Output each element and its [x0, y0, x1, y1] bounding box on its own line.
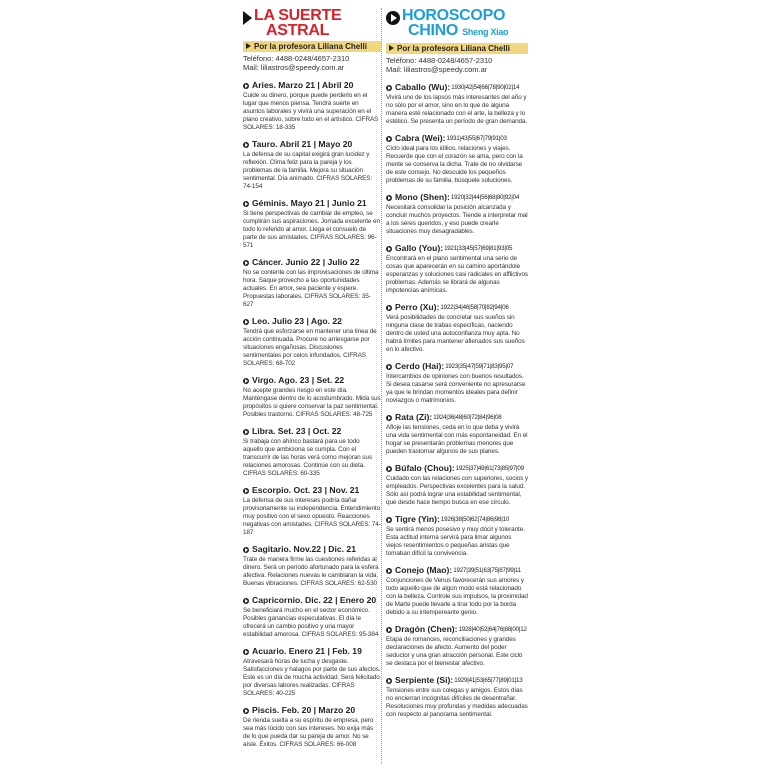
- horoscope-entry: [386, 82, 528, 126]
- bullet-icon: [386, 568, 392, 574]
- horoscope-entry: [386, 514, 528, 558]
- entry-text: Afloje las tensiones, ceda en lo que deba y vivirá una vida sentimental con más espontaneidad. En el hogar se presentarán problemas menores que pueden trastornar algunos de sus planes.: [386, 424, 528, 455]
- sign-years: 1924|36|48|60|72|84|96|08: [433, 414, 502, 421]
- bullet-icon: [386, 517, 392, 523]
- bullet-icon: [386, 678, 392, 684]
- horoscope-entry: [243, 257, 381, 309]
- bullet-icon: [386, 195, 392, 201]
- entry-heading: [386, 82, 528, 93]
- horoscope-entry: [243, 646, 381, 698]
- mail-text: Mail: liliastros@speedy.com.ar: [386, 65, 488, 74]
- entry-text: Tensiones entre sus colegas y amigos. Estos días no encierran incógnitas difíciles de desentrañar. Resoluciones muy profundas y medidas adecuadas con respecto al panorama sentimental.: [386, 687, 528, 718]
- sign-name: Leo. Julio 23 | Ago. 22: [252, 316, 342, 326]
- arrow-icon: [243, 11, 252, 25]
- sign-name: Gallo (You):: [395, 243, 444, 253]
- sign-name: Escorpio. Oct. 23 | Nov. 21: [252, 485, 360, 495]
- western-byline: Por la profesora Liliana Chelli: [243, 41, 381, 52]
- chinese-contact: [386, 56, 528, 74]
- horoscope-entry: [386, 675, 528, 719]
- entry-text: Tendrá que esforzarse en mantener una línea de acción continuada. Procure no arriesgarse por situaciones engañosas. Discusiones sentimentales por celos infundados. CIFRAS SOLARES: 68-702: [243, 328, 377, 367]
- chinese-header: [386, 8, 528, 40]
- column-divider: [381, 8, 382, 764]
- sign-years: 1928|40|52|64|76|88|00|12: [458, 626, 527, 633]
- entry-text: Si trabaja con ahínco bastará para ue todo aquello que ambiciona se cumpla. Con el transcurrir de las horas verá como mejoran sus relaciones amorosas. Continúe con su dieta. CIFRAS SOLARES: 60-335: [243, 438, 372, 477]
- horoscope-entry: [386, 412, 528, 456]
- entry-text: La defensa de sus intereses podría dañar provisoriamente su independencia. Entendimiento muy positivo con el sexo opuesto. Reacciones negativas con amistades. CIFRAS SOLARES: 74-187: [243, 497, 381, 536]
- horoscope-entry: [386, 565, 528, 617]
- sign-name: Cerdo (Hai):: [395, 361, 445, 371]
- bullet-icon: [243, 547, 249, 553]
- bullet-icon: [243, 488, 249, 494]
- horoscope-entry: [386, 192, 528, 236]
- entry-text: Intercambios de opiniones con buenos resultados. Si desea casarse será conveniente no apresurarse ya que le brindan momentos ideales para definir noviazgos o matrimonios.: [386, 373, 526, 404]
- triangle-icon: [389, 45, 394, 51]
- entry-text: Encontrará en el plano sentimental una serie de cosas que aparecerán en su camino aportándole esperanzas y soluciones casi radicales en afflictivos problemas. Además se librará de algunas impotencias anímicas.: [386, 255, 528, 294]
- horoscope-entry: [243, 544, 381, 588]
- bullet-icon: [243, 319, 249, 325]
- sign-name: Rata (Zi):: [395, 412, 433, 422]
- western-title: LA SUERTE ASTRAL: [254, 7, 342, 39]
- entry-text: Trate de manera firme las cuestiones referidas al dinero. Será un período afortunado para la esfera afectiva. Relaciones nuevas le cambiaran la vida. Buenas vibraciones. CIFRAS SOLARES: 62-530: [243, 556, 379, 587]
- entry-heading: [243, 316, 381, 327]
- phone-text: Teléfono: 4488-0248/4657-2310: [243, 54, 350, 63]
- sign-years: 1925|37|49|61|73|85|97|09: [455, 465, 524, 472]
- entry-heading: [243, 544, 381, 555]
- entry-text: Cuide su dinero, porque puede perderlo en el lugar que menos piensa. Tendrá suerte en asuntos laborales y vivirá una superación en el plano creativo, sobre todo en el artístico. CIFRAS SOLARES: 18-335: [243, 92, 379, 131]
- sign-years: 1931|43|55|67|79|91|03: [446, 135, 507, 142]
- bullet-icon: [243, 378, 249, 384]
- sign-name: Libra. Set. 23 | Oct. 22: [252, 426, 342, 436]
- sign-name: Capricornio. Dic. 22 | Enero 20: [252, 595, 377, 605]
- sign-name: Caballo (Wu):: [395, 82, 451, 92]
- mail-text: Mail: liliastros@speedy.com.ar: [243, 63, 345, 72]
- sign-name: Búfalo (Chou):: [395, 463, 455, 473]
- horoscope-entry: [243, 139, 381, 191]
- entry-heading: [243, 485, 381, 496]
- chinese-horoscope-column: [386, 8, 528, 726]
- entry-text: Ciclo ideal para los idilios, relaciones y viajes. Recuerde que con el corazón se ama, pero con la mente se conserva la dicha. Trate de no olvidarse de este consejo. No descuide los pequeños problemas de su familia, búsquele soluciones.: [386, 145, 523, 184]
- entry-heading: [386, 463, 528, 474]
- bullet-icon: [243, 260, 249, 266]
- bullet-icon: [386, 415, 392, 421]
- sign-years: 1926|38|50|62|74|86|98|10: [440, 516, 510, 523]
- entry-text: Conjunciones de Venus favorecerán sus amores y todo aquello que de algún modo está relacionado con la belleza. Controle sus impulsos, la proximidad de Marte puede llevarle a tirar todo por la borda debido a su intempereante genio.: [386, 577, 528, 616]
- sign-years: 1923|35|47|59|71|83|95|07: [445, 363, 514, 370]
- entry-heading: [386, 192, 528, 203]
- western-header: [243, 8, 381, 38]
- western-contact: [243, 54, 381, 72]
- play-circle-icon: [386, 11, 400, 25]
- sign-name: Piscis. Feb. 20 | Marzo 20: [252, 705, 356, 715]
- entry-heading: [386, 514, 528, 525]
- horoscope-entry: [386, 624, 528, 668]
- bullet-icon: [386, 627, 392, 633]
- sign-name: Dragón (Chen):: [395, 624, 458, 634]
- sign-name: Sagitario. Nov.22 | Dic. 21: [252, 544, 356, 554]
- entry-heading: [386, 624, 528, 635]
- sign-name: Cáncer. Junio 22 | Julio 22: [252, 257, 360, 267]
- bullet-icon: [386, 136, 392, 142]
- bullet-icon: [386, 85, 392, 91]
- sign-name: Tigre (Yin):: [395, 514, 440, 524]
- sign-name: Géminis. Mayo 21 | Junio 21: [252, 198, 367, 208]
- entry-heading: [386, 302, 528, 313]
- bullet-icon: [386, 466, 392, 472]
- entry-heading: [243, 595, 381, 606]
- horoscope-entry: [243, 80, 381, 132]
- horoscope-entry: [386, 463, 528, 507]
- sign-name: Conejo (Mao):: [395, 565, 453, 575]
- entry-heading: [243, 80, 381, 91]
- entry-text: Atravesará horas de lucha y desgaste. Satisfacciones y halagos por parte de sus afectos. Este es un día de mucha actividad. Será felicitado por diversas labores realizadas. CIFRAS SOLARES: 40-225: [243, 658, 381, 697]
- sign-name: Tauro. Abril 21 | Mayo 20: [252, 139, 353, 149]
- bullet-icon: [386, 364, 392, 370]
- entry-text: Cuidado con las relaciones con superiores, socios y empleados. Perspectivas excelentes para la salud. Sólo así podrá lograr una estabilidad sentimental, que desde hace tiempo busca en ese círculo.: [386, 475, 528, 506]
- sign-name: Virgo. Ago. 23 | Set. 22: [252, 375, 345, 385]
- sign-name: Perro (Xu):: [395, 302, 440, 312]
- triangle-icon: [246, 43, 251, 49]
- horoscope-entry: [243, 595, 381, 639]
- entry-text: Verá posibilidades de concretar sus sueños sin ninguna clase de trabas específicas, naciendo dentro de usted una autoconfianza muy apta. No habrá límites para mantener afienados sus sueños en lo afectivo.: [386, 314, 525, 353]
- sign-years: 1921|33|45|57|69|81|93|05: [444, 245, 513, 252]
- entry-heading: [386, 565, 528, 576]
- sign-name: Acuario. Enero 21 | Feb. 19: [252, 646, 362, 656]
- entry-heading: [386, 412, 528, 423]
- entry-heading: [243, 705, 381, 716]
- sign-name: Mono (Shen):: [395, 192, 450, 202]
- sign-name: Serpiente (Si):: [395, 675, 454, 685]
- sign-name: Aries. Marzo 21 | Abril 20: [252, 80, 354, 90]
- bullet-icon: [243, 201, 249, 207]
- horoscope-entry: [386, 302, 528, 354]
- entry-text: Necesitará consolidar la posición alcanzada y concluir muchos proyectos. Tiende a interpretar mal a los seres queridos, y eso puede crearle situaciones muy desagradables.: [386, 204, 528, 235]
- entry-heading: [243, 139, 381, 150]
- sign-years: 1929|41|53|65|77|89|01|13: [454, 677, 523, 684]
- entry-heading: [243, 375, 381, 386]
- bullet-icon: [243, 598, 249, 604]
- horoscope-entry: [386, 243, 528, 295]
- entry-heading: [386, 361, 528, 372]
- entry-text: Se beneficiará mucho en el sector económico. Posibles ganancias especulativas. El día le ofrecerá un cambio positivo y una mayor estabilidad amorosa. CIFRAS SOLARES: 95-384: [243, 607, 379, 638]
- entry-heading: [386, 133, 528, 144]
- entry-heading: [243, 426, 381, 437]
- horoscope-entry: [243, 705, 381, 749]
- entry-text: No acepte grandes riesgo en este día. Manténgase dentro de lo acostumbrado. Mida sus propósitos si quiere conservar la paz sentimental. Posibles trastorno. CIFRAS SOLARES: 48-725: [243, 387, 381, 418]
- chinese-subtitle: Sheng Xiao: [462, 27, 509, 37]
- horoscope-entry: [243, 198, 381, 250]
- chinese-entries: [386, 82, 528, 719]
- sign-name: Cabra (Wei):: [395, 133, 446, 143]
- entry-text: Dé rienda suelta a su espíritu de empresa, pero sea más lúcido con sus intereses. No exija más de lo que pueda dar su pareja de amor. No se aísle. Éxitos. CIFRAS SOLARES: 66-008: [243, 717, 374, 748]
- horoscope-entry: [243, 426, 381, 478]
- entry-heading: [243, 198, 381, 209]
- sign-years: 1927|39|51|63|75|87|99|11: [453, 567, 522, 574]
- entry-text: Vivirá uno de los lapsos más interesantes del año y no sólo por el amor, sino en lo que de alguna manera esté relacionado con el arte, la belleza y lo estético. Se presenta un período de gran demanda.: [386, 94, 528, 125]
- bullet-icon: [243, 83, 249, 89]
- bullet-icon: [386, 246, 392, 252]
- horoscope-entry: [386, 133, 528, 185]
- sign-years: 1930|42|54|66|78|90|02|14: [451, 84, 520, 91]
- entry-heading: [243, 257, 381, 268]
- entry-text: La defensa de su capital exigirá gran lucidez y reflexión. Clima feliz para la pareja y los problemas de la familia. Mejora su situación sentimental. Día animado. CIFRAS SOLARES: 74-154: [243, 151, 373, 190]
- bullet-icon: [243, 649, 249, 655]
- chinese-title: HOROSCOPO CHINO Sheng Xiao: [402, 7, 509, 39]
- entry-heading: [243, 646, 381, 657]
- entry-text: Se sentirá menos posesivo y muy dócil y tolerante. Esta actitud interna servirá para limar algunos viejos resentimientos o pequeñas aristas que tomaban difícil la convivencia.: [386, 526, 525, 557]
- bullet-icon: [243, 142, 249, 148]
- bullet-icon: [243, 708, 249, 714]
- horoscope-entry: [243, 375, 381, 419]
- entry-heading: [386, 243, 528, 254]
- entry-heading: [386, 675, 528, 686]
- bullet-icon: [386, 305, 392, 311]
- western-horoscope-column: [243, 8, 381, 756]
- chinese-byline: Por la profesora Liliana Chelli: [386, 43, 528, 54]
- horoscope-entry: [243, 485, 381, 537]
- horoscope-entry: [386, 361, 528, 405]
- western-entries: [243, 80, 381, 749]
- horoscope-entry: [243, 316, 381, 368]
- sign-years: 1922|34|46|58|70|82|94|06: [440, 304, 509, 311]
- entry-text: No se contente con las improvisaciones de última hora. Saque provecho a las oportunidades actuales. En amor, sea paciente y espere. Propuestas laborales. CIFRAS SOLARES: 35-627: [243, 269, 379, 308]
- phone-text: Teléfono: 4488-0248/4657-2310: [386, 56, 493, 65]
- entry-text: Etapa de romances, reconciliaciones y grandes declaraciones de afecto. Aumento del poder seductor y una gran atracción personal. Este ciclo se destaca por el bienestar afectivo.: [386, 636, 523, 667]
- sign-years: 1920|32|44|56|68|80|92|04: [450, 194, 520, 201]
- entry-text: Si tiene perspectivas de cambiar de empleo, se cumplirán sus aspiraciones. Jornada excelente en todo lo referido al amor. Llega el consuelo de parte de sus amistades. CIFRAS SOLARES: 96-571: [243, 210, 380, 249]
- bullet-icon: [243, 429, 249, 435]
